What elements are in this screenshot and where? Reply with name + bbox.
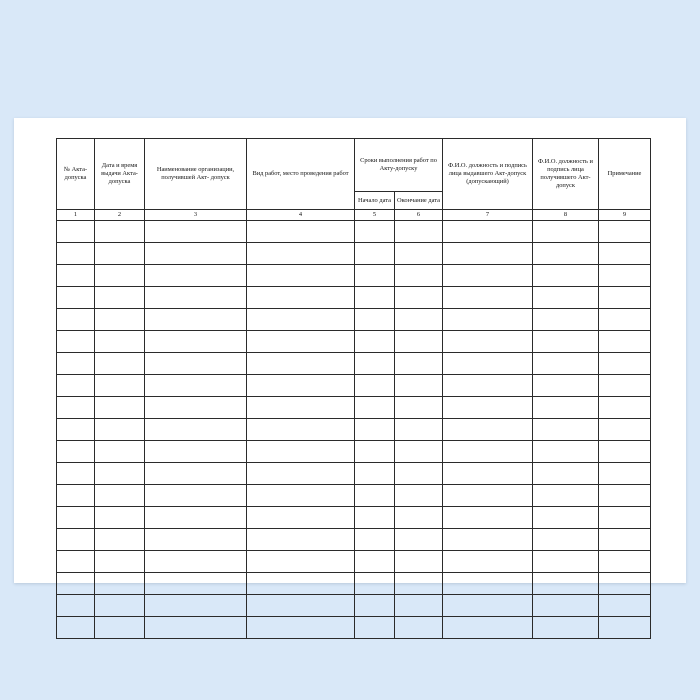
table-row [57, 375, 651, 397]
table-cell[interactable] [355, 485, 395, 507]
table-cell[interactable] [443, 463, 533, 485]
table-row [57, 397, 651, 419]
table-cell[interactable] [443, 595, 533, 617]
table-cell[interactable] [599, 529, 651, 551]
table-cell[interactable] [599, 463, 651, 485]
table-cell[interactable] [533, 353, 599, 375]
table-cell[interactable] [599, 419, 651, 441]
table-cell[interactable] [95, 463, 145, 485]
table-cell[interactable] [95, 441, 145, 463]
table-cell[interactable] [599, 573, 651, 595]
table-cell[interactable] [355, 331, 395, 353]
table-cell[interactable] [533, 221, 599, 243]
table-cell[interactable] [95, 309, 145, 331]
table-cell[interactable] [599, 243, 651, 265]
table-cell[interactable] [145, 551, 247, 573]
table-cell[interactable] [247, 287, 355, 309]
table-cell[interactable] [395, 265, 443, 287]
table-cell[interactable] [247, 507, 355, 529]
table-cell[interactable] [599, 353, 651, 375]
table-cell[interactable] [247, 463, 355, 485]
header-cell-note: Примечание [599, 139, 651, 210]
table-row [57, 331, 651, 353]
table-cell[interactable] [355, 507, 395, 529]
table-row [57, 617, 651, 639]
table-cell[interactable] [355, 243, 395, 265]
journal-data-body [57, 221, 651, 639]
table-cell[interactable] [443, 221, 533, 243]
journal-sheet [56, 138, 650, 639]
table-cell[interactable] [247, 265, 355, 287]
table-cell[interactable] [95, 331, 145, 353]
table-cell[interactable] [355, 353, 395, 375]
table-cell[interactable] [355, 221, 395, 243]
table-cell[interactable] [355, 375, 395, 397]
col-number-6: 6 [395, 210, 443, 221]
table-cell[interactable] [443, 309, 533, 331]
table-cell[interactable] [247, 243, 355, 265]
table-cell[interactable] [443, 375, 533, 397]
table-cell[interactable] [599, 595, 651, 617]
table-cell[interactable] [599, 617, 651, 639]
table-cell[interactable] [247, 617, 355, 639]
table-cell[interactable] [247, 441, 355, 463]
col-number-9: 9 [599, 210, 651, 221]
table-cell[interactable] [355, 551, 395, 573]
table-cell[interactable] [247, 309, 355, 331]
table-cell[interactable] [145, 463, 247, 485]
table-row [57, 551, 651, 573]
table-cell[interactable] [599, 221, 651, 243]
table-cell[interactable] [145, 617, 247, 639]
table-row [57, 441, 651, 463]
table-cell[interactable] [355, 441, 395, 463]
header-cell-receiver-person: Ф.И.О. должность и подпись лица получившего Акт-допуск [533, 139, 599, 210]
table-cell[interactable] [395, 331, 443, 353]
table-cell[interactable] [355, 463, 395, 485]
table-cell[interactable] [145, 265, 247, 287]
table-cell[interactable] [443, 243, 533, 265]
table-row [57, 221, 651, 243]
table-cell[interactable] [247, 529, 355, 551]
table-cell[interactable] [443, 573, 533, 595]
table-cell[interactable] [533, 441, 599, 463]
table-cell[interactable] [599, 287, 651, 309]
table-cell[interactable] [533, 573, 599, 595]
table-cell[interactable] [395, 529, 443, 551]
table-row [57, 595, 651, 617]
table-cell[interactable] [395, 617, 443, 639]
col-number-2: 2 [95, 210, 145, 221]
table-cell[interactable] [395, 463, 443, 485]
table-cell[interactable] [95, 265, 145, 287]
table-cell[interactable] [533, 331, 599, 353]
table-cell[interactable] [145, 331, 247, 353]
table-cell[interactable] [57, 595, 95, 617]
table-cell[interactable] [95, 507, 145, 529]
journal-table [56, 138, 651, 639]
table-row [57, 419, 651, 441]
table-cell[interactable] [533, 287, 599, 309]
table-cell[interactable] [443, 441, 533, 463]
header-cell-work-terms-group: Сроки выполнения работ по Акту-допуску [355, 139, 443, 192]
table-cell[interactable] [395, 485, 443, 507]
table-cell[interactable] [145, 485, 247, 507]
table-cell[interactable] [247, 353, 355, 375]
header-cell-organization: Наименование организации, получившей Акт- допуск [145, 139, 247, 210]
table-cell[interactable] [95, 551, 145, 573]
paper-sheet [14, 118, 686, 583]
table-cell[interactable] [395, 595, 443, 617]
table-cell[interactable] [599, 485, 651, 507]
table-cell[interactable] [247, 595, 355, 617]
table-cell[interactable] [395, 419, 443, 441]
table-row [57, 573, 651, 595]
table-cell[interactable] [599, 397, 651, 419]
table-cell[interactable] [443, 507, 533, 529]
table-cell[interactable] [395, 287, 443, 309]
table-cell[interactable] [533, 309, 599, 331]
table-cell[interactable] [145, 419, 247, 441]
table-cell[interactable] [145, 529, 247, 551]
table-cell[interactable] [95, 529, 145, 551]
table-cell[interactable] [95, 595, 145, 617]
table-cell[interactable] [599, 265, 651, 287]
header-cell-issue-datetime: Дата и время выдачи Акта-допуска [95, 139, 145, 210]
table-cell[interactable] [57, 397, 95, 419]
table-cell[interactable] [355, 265, 395, 287]
table-cell[interactable] [95, 573, 145, 595]
table-cell[interactable] [247, 397, 355, 419]
table-cell[interactable] [145, 573, 247, 595]
table-cell[interactable] [599, 309, 651, 331]
table-cell[interactable] [247, 375, 355, 397]
table-cell[interactable] [533, 265, 599, 287]
table-cell[interactable] [355, 397, 395, 419]
table-cell[interactable] [57, 441, 95, 463]
table-cell[interactable] [443, 551, 533, 573]
table-cell[interactable] [533, 507, 599, 529]
table-cell[interactable] [247, 551, 355, 573]
table-cell[interactable] [95, 243, 145, 265]
table-cell[interactable] [57, 309, 95, 331]
table-cell[interactable] [533, 419, 599, 441]
table-cell[interactable] [247, 573, 355, 595]
table-cell[interactable] [57, 331, 95, 353]
table-cell[interactable] [395, 507, 443, 529]
table-cell[interactable] [443, 265, 533, 287]
table-cell[interactable] [145, 507, 247, 529]
header-cell-issuer-person: Ф.И.О. должность и подпись лица выдавшего Акт-допуск (допускающий) [443, 139, 533, 210]
table-cell[interactable] [355, 617, 395, 639]
table-cell[interactable] [145, 595, 247, 617]
table-cell[interactable] [145, 375, 247, 397]
header-cell-work-type-place: Вид работ, место проведения работ [247, 139, 355, 210]
table-cell[interactable] [395, 551, 443, 573]
header-cell-act-number: № Акта-допуска [57, 139, 95, 210]
table-cell[interactable] [57, 287, 95, 309]
table-cell[interactable] [57, 353, 95, 375]
table-header-row-top [57, 139, 651, 192]
col-number-8: 8 [533, 210, 599, 221]
table-cell[interactable] [247, 485, 355, 507]
table-cell[interactable] [443, 287, 533, 309]
table-cell[interactable] [355, 573, 395, 595]
table-cell[interactable] [57, 419, 95, 441]
table-cell[interactable] [57, 265, 95, 287]
table-cell[interactable] [247, 221, 355, 243]
table-row [57, 463, 651, 485]
table-cell[interactable] [145, 397, 247, 419]
table-cell[interactable] [395, 309, 443, 331]
table-cell[interactable] [443, 331, 533, 353]
header-cell-end-date: Окончание дата [395, 192, 443, 210]
table-cell[interactable] [599, 375, 651, 397]
table-cell[interactable] [533, 595, 599, 617]
table-cell[interactable] [95, 375, 145, 397]
table-row [57, 485, 651, 507]
table-cell[interactable] [395, 397, 443, 419]
table-cell[interactable] [395, 353, 443, 375]
table-cell[interactable] [533, 551, 599, 573]
table-cell[interactable] [57, 375, 95, 397]
table-cell[interactable] [533, 397, 599, 419]
col-number-5: 5 [355, 210, 395, 221]
table-cell[interactable] [95, 419, 145, 441]
table-cell[interactable] [599, 441, 651, 463]
table-cell[interactable] [355, 287, 395, 309]
header-cell-start-date: Начало дата [355, 192, 395, 210]
table-cell[interactable] [57, 617, 95, 639]
table-cell[interactable] [355, 419, 395, 441]
table-cell[interactable] [395, 441, 443, 463]
table-cell[interactable] [443, 419, 533, 441]
table-cell[interactable] [57, 221, 95, 243]
table-cell[interactable] [395, 375, 443, 397]
table-cell[interactable] [599, 551, 651, 573]
table-cell[interactable] [443, 397, 533, 419]
table-cell[interactable] [57, 551, 95, 573]
table-row [57, 243, 651, 265]
table-column-number-row [57, 210, 651, 221]
table-cell[interactable] [247, 331, 355, 353]
table-row [57, 309, 651, 331]
table-cell[interactable] [57, 529, 95, 551]
table-cell[interactable] [355, 595, 395, 617]
table-cell[interactable] [443, 353, 533, 375]
col-number-3: 3 [145, 210, 247, 221]
table-cell[interactable] [247, 419, 355, 441]
table-cell[interactable] [355, 309, 395, 331]
table-cell[interactable] [533, 529, 599, 551]
table-cell[interactable] [57, 243, 95, 265]
table-cell[interactable] [145, 353, 247, 375]
table-row [57, 507, 651, 529]
table-cell[interactable] [95, 287, 145, 309]
table-cell[interactable] [95, 221, 145, 243]
col-number-7: 7 [443, 210, 533, 221]
table-cell[interactable] [95, 353, 145, 375]
table-row [57, 353, 651, 375]
table-row [57, 529, 651, 551]
table-cell[interactable] [443, 485, 533, 507]
table-cell[interactable] [95, 485, 145, 507]
col-number-1: 1 [57, 210, 95, 221]
table-row [57, 287, 651, 309]
table-cell[interactable] [533, 617, 599, 639]
table-cell[interactable] [145, 287, 247, 309]
table-cell[interactable] [145, 221, 247, 243]
table-cell[interactable] [599, 507, 651, 529]
table-cell[interactable] [95, 397, 145, 419]
table-cell[interactable] [533, 485, 599, 507]
col-number-4: 4 [247, 210, 355, 221]
table-cell[interactable] [57, 573, 95, 595]
table-cell[interactable] [395, 573, 443, 595]
table-cell[interactable] [533, 463, 599, 485]
table-cell[interactable] [355, 529, 395, 551]
table-cell[interactable] [145, 243, 247, 265]
table-cell[interactable] [57, 463, 95, 485]
table-cell[interactable] [145, 441, 247, 463]
table-cell[interactable] [443, 617, 533, 639]
table-cell[interactable] [533, 243, 599, 265]
table-cell[interactable] [533, 375, 599, 397]
table-cell[interactable] [57, 507, 95, 529]
table-cell[interactable] [599, 331, 651, 353]
table-cell[interactable] [95, 617, 145, 639]
table-row [57, 265, 651, 287]
table-cell[interactable] [443, 529, 533, 551]
table-cell[interactable] [395, 221, 443, 243]
table-cell[interactable] [145, 309, 247, 331]
table-cell[interactable] [395, 243, 443, 265]
table-cell[interactable] [57, 485, 95, 507]
